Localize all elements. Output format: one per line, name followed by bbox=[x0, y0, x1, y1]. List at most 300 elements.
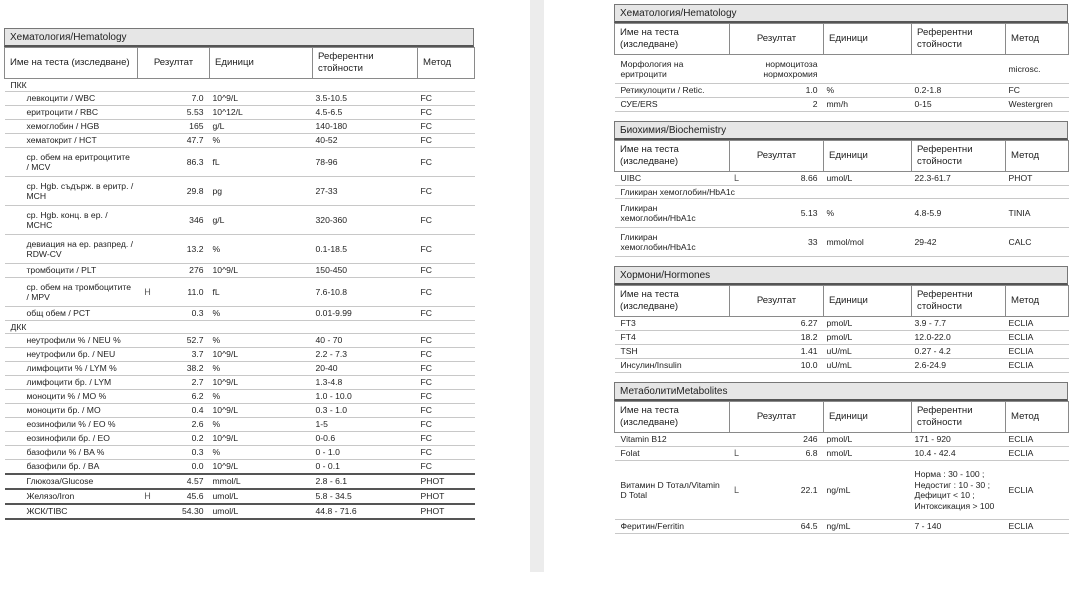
table-row bbox=[5, 489, 475, 504]
result-units: 10^9/L bbox=[210, 376, 313, 390]
result-units: 10^12/L bbox=[210, 106, 313, 120]
result-value: 86.3 bbox=[158, 148, 210, 177]
result-units: % bbox=[210, 134, 313, 148]
col-method: Метод bbox=[1006, 402, 1069, 433]
table-row bbox=[5, 362, 475, 376]
reference-range: 27-33 bbox=[313, 177, 418, 206]
results-table bbox=[614, 140, 1069, 257]
result-value: 0.3 bbox=[158, 307, 210, 321]
result-units: % bbox=[210, 446, 313, 460]
result-units: nmol/L bbox=[824, 447, 912, 461]
table-row bbox=[615, 447, 1069, 461]
table-row bbox=[5, 134, 475, 148]
test-method: FC bbox=[418, 432, 475, 446]
result-units: % bbox=[210, 334, 313, 348]
result-flag bbox=[730, 98, 744, 112]
col-ref: Референтни стойности bbox=[912, 24, 1006, 55]
col-units: Единици bbox=[210, 48, 313, 79]
result-flag: L bbox=[730, 447, 744, 461]
result-value: 29.8 bbox=[158, 177, 210, 206]
result-flag bbox=[138, 376, 158, 390]
reference-range: 0 - 1.0 bbox=[313, 446, 418, 460]
test-method: FC bbox=[418, 348, 475, 362]
test-method: FC bbox=[418, 235, 475, 264]
test-name: моноцити % / MO % bbox=[5, 390, 138, 404]
result-units: 10^9/L bbox=[210, 460, 313, 475]
result-units: % bbox=[210, 307, 313, 321]
col-result: Резултат bbox=[730, 141, 824, 172]
col-method: Метод bbox=[1006, 141, 1069, 172]
reference-range: 4.8-5.9 bbox=[912, 199, 1006, 228]
results-table bbox=[614, 23, 1069, 112]
test-name: ср. Hgb. съдърж. в еритр. / MCH bbox=[5, 177, 138, 206]
reference-range: 40 - 70 bbox=[313, 334, 418, 348]
result-flag bbox=[138, 504, 158, 519]
table-row bbox=[615, 345, 1069, 359]
test-name: лимфоцити % / LYM % bbox=[5, 362, 138, 376]
col-units: Единици bbox=[824, 402, 912, 433]
table-row bbox=[615, 331, 1069, 345]
table-row bbox=[5, 418, 475, 432]
reference-range: 7.6-10.8 bbox=[313, 278, 418, 307]
table-row bbox=[5, 206, 475, 235]
test-method: FC bbox=[418, 334, 475, 348]
result-value: 276 bbox=[158, 264, 210, 278]
col-method: Метод bbox=[1006, 286, 1069, 317]
table-row bbox=[5, 390, 475, 404]
col-ref: Референтни стойности bbox=[912, 141, 1006, 172]
result-value: 1.41 bbox=[744, 345, 824, 359]
result-value: 165 bbox=[158, 120, 210, 134]
col-units: Единици bbox=[824, 286, 912, 317]
result-flag bbox=[138, 460, 158, 475]
test-method: PHOT bbox=[418, 504, 475, 519]
test-method: ECLIA bbox=[1006, 359, 1069, 373]
result-units: % bbox=[824, 199, 912, 228]
result-flag bbox=[138, 348, 158, 362]
result-units: mm/h bbox=[824, 98, 912, 112]
col-name: Име на теста (изследване) bbox=[615, 402, 730, 433]
result-value: 5.53 bbox=[158, 106, 210, 120]
section-title: Хематология/Hematology bbox=[4, 28, 474, 47]
result-flag bbox=[138, 307, 158, 321]
result-units: umol/L bbox=[210, 489, 313, 504]
test-name: Гликиран хемоглобин/HbA1c bbox=[615, 228, 730, 257]
table-row bbox=[5, 446, 475, 460]
col-units: Единици bbox=[824, 141, 912, 172]
test-name: еозинофили % / EO % bbox=[5, 418, 138, 432]
result-flag bbox=[730, 359, 744, 373]
table-row bbox=[615, 55, 1069, 84]
test-name: еозинофили бр. / EO bbox=[5, 432, 138, 446]
table-row bbox=[615, 433, 1069, 447]
table-row bbox=[615, 359, 1069, 373]
test-method: PHOT bbox=[1006, 172, 1069, 186]
test-name: моноцити бр. / MO bbox=[5, 404, 138, 418]
test-name: ср. обем на еритроцитите / MCV bbox=[5, 148, 138, 177]
reference-range: 0.01-9.99 bbox=[313, 307, 418, 321]
test-name: неутрофили бр. / NEU bbox=[5, 348, 138, 362]
table-row bbox=[615, 317, 1069, 331]
test-name: Гликиран хемоглобин/HbA1c bbox=[615, 199, 730, 228]
test-name: хематокрит / HCT bbox=[5, 134, 138, 148]
result-value: 47.7 bbox=[158, 134, 210, 148]
reference-range: 1-5 bbox=[313, 418, 418, 432]
reference-range: 10.4 - 42.4 bbox=[912, 447, 1006, 461]
test-method: FC bbox=[418, 120, 475, 134]
result-value: 2.6 bbox=[158, 418, 210, 432]
hematology-section bbox=[614, 4, 1068, 112]
reference-range: 0-15 bbox=[912, 98, 1006, 112]
test-name: СУЕ/ERS bbox=[615, 98, 730, 112]
result-units: ng/mL bbox=[824, 461, 912, 520]
test-method: FC bbox=[418, 460, 475, 475]
test-name: Vitamin B12 bbox=[615, 433, 730, 447]
result-value: 4.57 bbox=[158, 474, 210, 489]
result-units: 10^9/L bbox=[210, 264, 313, 278]
result-units: pmol/L bbox=[824, 433, 912, 447]
result-units bbox=[824, 55, 912, 84]
metabolites-section bbox=[614, 382, 1068, 534]
result-flag: H bbox=[138, 489, 158, 504]
test-name: девиация на ер. разпред. / RDW-CV bbox=[5, 235, 138, 264]
col-method: Метод bbox=[1006, 24, 1069, 55]
test-name: общ обем / PCT bbox=[5, 307, 138, 321]
reference-range: 3.5-10.5 bbox=[313, 92, 418, 106]
result-value: 38.2 bbox=[158, 362, 210, 376]
result-units: ng/mL bbox=[824, 520, 912, 534]
table-row bbox=[615, 84, 1069, 98]
col-result: Резултат bbox=[730, 24, 824, 55]
result-units: fL bbox=[210, 278, 313, 307]
test-method: FC bbox=[418, 134, 475, 148]
result-flag bbox=[138, 177, 158, 206]
test-name: FT4 bbox=[615, 331, 730, 345]
result-flag bbox=[730, 520, 744, 534]
result-value: 45.6 bbox=[158, 489, 210, 504]
result-value: 52.7 bbox=[158, 334, 210, 348]
result-flag bbox=[138, 404, 158, 418]
table-row bbox=[5, 92, 475, 106]
hematology-report-left bbox=[4, 28, 474, 520]
biochemistry-section bbox=[614, 121, 1068, 257]
test-method: ECLIA bbox=[1006, 433, 1069, 447]
test-name: тромбоцити / PLT bbox=[5, 264, 138, 278]
test-name: Феритин/Ferritin bbox=[615, 520, 730, 534]
table-row bbox=[5, 404, 475, 418]
reference-range: 7 - 140 bbox=[912, 520, 1006, 534]
result-value: 246 bbox=[744, 433, 824, 447]
reference-range: 0.2-1.8 bbox=[912, 84, 1006, 98]
table-row bbox=[5, 460, 475, 475]
result-value: 346 bbox=[158, 206, 210, 235]
result-units: % bbox=[210, 418, 313, 432]
test-method: FC bbox=[418, 362, 475, 376]
reference-range bbox=[912, 55, 1006, 84]
table-row bbox=[5, 120, 475, 134]
reference-range: 40-52 bbox=[313, 134, 418, 148]
reference-range: Норма : 30 - 100 ; Недостиг : 10 - 30 ; Дефицит < 10 ; Интоксикация > 100 bbox=[912, 461, 1006, 520]
test-name: Глюкоза/Glucose bbox=[5, 474, 138, 489]
reference-range: 150-450 bbox=[313, 264, 418, 278]
section-title: МетаболитиMetabolites bbox=[614, 382, 1068, 401]
result-units: mmol/mol bbox=[824, 228, 912, 257]
result-units: umol/L bbox=[210, 504, 313, 519]
test-name: FT3 bbox=[615, 317, 730, 331]
result-units: 10^9/L bbox=[210, 432, 313, 446]
result-flag bbox=[138, 264, 158, 278]
result-flag bbox=[138, 418, 158, 432]
test-method: ECLIA bbox=[1006, 317, 1069, 331]
result-units: pmol/L bbox=[824, 317, 912, 331]
test-method: Westergren bbox=[1006, 98, 1069, 112]
reference-range: 140-180 bbox=[313, 120, 418, 134]
result-flag bbox=[730, 84, 744, 98]
test-name: TSH bbox=[615, 345, 730, 359]
reference-range: 12.0-22.0 bbox=[912, 331, 1006, 345]
test-method: CALC bbox=[1006, 228, 1069, 257]
result-flag bbox=[138, 390, 158, 404]
result-units: 10^9/L bbox=[210, 348, 313, 362]
test-method: FC bbox=[418, 177, 475, 206]
test-method: FC bbox=[418, 92, 475, 106]
hormones-section bbox=[614, 266, 1068, 373]
table-row bbox=[5, 148, 475, 177]
test-method: microsc. bbox=[1006, 55, 1069, 84]
table-row bbox=[5, 106, 475, 120]
reference-range: 2.2 - 7.3 bbox=[313, 348, 418, 362]
result-flag bbox=[138, 206, 158, 235]
group-label: ДКК bbox=[5, 321, 475, 334]
reference-range: 0.3 - 1.0 bbox=[313, 404, 418, 418]
reference-range: 22.3-61.7 bbox=[912, 172, 1006, 186]
test-method: FC bbox=[418, 446, 475, 460]
result-flag bbox=[138, 120, 158, 134]
col-ref: Референтни стойности bbox=[313, 48, 418, 79]
result-flag: H bbox=[138, 278, 158, 307]
test-method: ECLIA bbox=[1006, 520, 1069, 534]
page-separator bbox=[530, 0, 544, 572]
result-units: % bbox=[824, 84, 912, 98]
group-label: ПКК bbox=[5, 79, 475, 92]
table-row bbox=[615, 520, 1069, 534]
test-method: ECLIA bbox=[1006, 331, 1069, 345]
test-name: Инсулин/Insulin bbox=[615, 359, 730, 373]
col-name: Име на теста (изследване) bbox=[615, 141, 730, 172]
result-units: uU/mL bbox=[824, 345, 912, 359]
result-units: umol/L bbox=[824, 172, 912, 186]
reference-range: 0 - 0.1 bbox=[313, 460, 418, 475]
result-value: 6.27 bbox=[744, 317, 824, 331]
reference-range: 320-360 bbox=[313, 206, 418, 235]
test-name: неутрофили % / NEU % bbox=[5, 334, 138, 348]
result-value: 7.0 bbox=[158, 92, 210, 106]
results-table bbox=[614, 285, 1069, 373]
result-units: mmol/L bbox=[210, 474, 313, 489]
reference-range: 29-42 bbox=[912, 228, 1006, 257]
group-row bbox=[615, 186, 1069, 199]
test-method: FC bbox=[418, 404, 475, 418]
reference-range: 0.1-18.5 bbox=[313, 235, 418, 264]
result-value: 18.2 bbox=[744, 331, 824, 345]
table-row bbox=[5, 474, 475, 489]
result-flag bbox=[730, 331, 744, 345]
result-value: 1.0 bbox=[744, 84, 824, 98]
result-value: 5.13 bbox=[744, 199, 824, 228]
table-row bbox=[615, 199, 1069, 228]
test-method: FC bbox=[418, 106, 475, 120]
result-flag bbox=[138, 474, 158, 489]
test-name: ср. обем на тромбоцитите / MPV bbox=[5, 278, 138, 307]
result-flag bbox=[138, 134, 158, 148]
test-name: базофили бр. / BA bbox=[5, 460, 138, 475]
col-result: Резултат bbox=[138, 48, 210, 79]
table-row bbox=[5, 177, 475, 206]
result-value: 2 bbox=[744, 98, 824, 112]
table-row bbox=[5, 376, 475, 390]
result-units: 10^9/L bbox=[210, 404, 313, 418]
table-row bbox=[615, 228, 1069, 257]
result-value: 54.30 bbox=[158, 504, 210, 519]
result-value: 64.5 bbox=[744, 520, 824, 534]
section-title: Хематология/Hematology bbox=[614, 4, 1068, 23]
reference-range: 0-0.6 bbox=[313, 432, 418, 446]
result-value: 13.2 bbox=[158, 235, 210, 264]
results-table bbox=[4, 47, 475, 520]
section-title: Хормони/Hormones bbox=[614, 266, 1068, 285]
result-flag bbox=[730, 345, 744, 359]
result-units: % bbox=[210, 235, 313, 264]
result-value: 2.7 bbox=[158, 376, 210, 390]
result-value: нормоцитоза нормохромия bbox=[744, 55, 824, 84]
reference-range: 2.6-24.9 bbox=[912, 359, 1006, 373]
reference-range: 4.5-6.5 bbox=[313, 106, 418, 120]
reference-range: 1.0 - 10.0 bbox=[313, 390, 418, 404]
section-title: Биохимия/Biochemistry bbox=[614, 121, 1068, 140]
test-name: Folat bbox=[615, 447, 730, 461]
test-name: ЖСК/TIBC bbox=[5, 504, 138, 519]
reference-range: 171 - 920 bbox=[912, 433, 1006, 447]
result-units: fL bbox=[210, 148, 313, 177]
col-name: Име на теста (изследване) bbox=[615, 286, 730, 317]
reference-range: 0.27 - 4.2 bbox=[912, 345, 1006, 359]
table-row bbox=[5, 307, 475, 321]
result-flag bbox=[138, 446, 158, 460]
col-method: Метод bbox=[418, 48, 475, 79]
result-value: 33 bbox=[744, 228, 824, 257]
col-result: Резултат bbox=[730, 286, 824, 317]
test-method: FC bbox=[1006, 84, 1069, 98]
result-flag bbox=[138, 432, 158, 446]
test-method: ECLIA bbox=[1006, 447, 1069, 461]
result-units: pmol/L bbox=[824, 331, 912, 345]
test-method: FC bbox=[418, 390, 475, 404]
reference-range: 20-40 bbox=[313, 362, 418, 376]
result-flag bbox=[730, 228, 744, 257]
result-value: 8.66 bbox=[744, 172, 824, 186]
result-value: 0.4 bbox=[158, 404, 210, 418]
result-value: 22.1 bbox=[744, 461, 824, 520]
result-units: uU/mL bbox=[824, 359, 912, 373]
test-method: FC bbox=[418, 206, 475, 235]
result-flag: L bbox=[730, 172, 744, 186]
reference-range: 2.8 - 6.1 bbox=[313, 474, 418, 489]
result-flag bbox=[730, 433, 744, 447]
test-name: Витамин D Тотал/Vitamin D Total bbox=[615, 461, 730, 520]
test-method: ECLIA bbox=[1006, 345, 1069, 359]
col-ref: Референтни стойности bbox=[912, 286, 1006, 317]
table-row bbox=[5, 278, 475, 307]
test-method: ECLIA bbox=[1006, 461, 1069, 520]
col-name: Име на теста (изследване) bbox=[615, 24, 730, 55]
result-flag bbox=[138, 362, 158, 376]
group-row bbox=[5, 321, 475, 334]
table-row bbox=[5, 334, 475, 348]
col-units: Единици bbox=[824, 24, 912, 55]
group-row bbox=[5, 79, 475, 92]
result-value: 0.0 bbox=[158, 460, 210, 475]
test-method: FC bbox=[418, 264, 475, 278]
result-flag bbox=[138, 235, 158, 264]
result-flag bbox=[138, 106, 158, 120]
result-value: 6.8 bbox=[744, 447, 824, 461]
results-table bbox=[614, 401, 1069, 534]
result-flag bbox=[138, 334, 158, 348]
result-flag bbox=[138, 92, 158, 106]
result-value: 0.3 bbox=[158, 446, 210, 460]
result-value: 3.7 bbox=[158, 348, 210, 362]
table-row bbox=[615, 98, 1069, 112]
reference-range: 5.8 - 34.5 bbox=[313, 489, 418, 504]
result-flag bbox=[730, 199, 744, 228]
test-name: UIBC bbox=[615, 172, 730, 186]
table-row bbox=[615, 461, 1069, 520]
col-name: Име на теста (изследване) bbox=[5, 48, 138, 79]
result-units: % bbox=[210, 362, 313, 376]
test-name: левкоцити / WBC bbox=[5, 92, 138, 106]
test-method: PHOT bbox=[418, 489, 475, 504]
group-label: Гликиран хемоглобин/HbA1c bbox=[615, 186, 1069, 199]
test-name: Желязо/Iron bbox=[5, 489, 138, 504]
table-row bbox=[615, 172, 1069, 186]
result-flag bbox=[138, 148, 158, 177]
test-method: TINIA bbox=[1006, 199, 1069, 228]
test-method: FC bbox=[418, 307, 475, 321]
test-name: Ретикулоцити / Retic. bbox=[615, 84, 730, 98]
table-row bbox=[5, 504, 475, 519]
result-value: 10.0 bbox=[744, 359, 824, 373]
result-units: % bbox=[210, 390, 313, 404]
test-name: ср. Hgb. конц. в ер. / MCHC bbox=[5, 206, 138, 235]
test-name: базофили % / BA % bbox=[5, 446, 138, 460]
reference-range: 44.8 - 71.6 bbox=[313, 504, 418, 519]
reference-range: 1.3-4.8 bbox=[313, 376, 418, 390]
test-name: Морфология на еритроцити bbox=[615, 55, 730, 84]
test-name: еритроцити / RBC bbox=[5, 106, 138, 120]
result-units: g/L bbox=[210, 206, 313, 235]
result-value: 0.2 bbox=[158, 432, 210, 446]
col-ref: Референтни стойности bbox=[912, 402, 1006, 433]
table-row bbox=[5, 348, 475, 362]
test-method: FC bbox=[418, 418, 475, 432]
table-row bbox=[5, 264, 475, 278]
result-flag bbox=[730, 317, 744, 331]
col-result: Резултат bbox=[730, 402, 824, 433]
table-row bbox=[5, 432, 475, 446]
test-method: PHOT bbox=[418, 474, 475, 489]
result-flag: L bbox=[730, 461, 744, 520]
test-method: FC bbox=[418, 376, 475, 390]
